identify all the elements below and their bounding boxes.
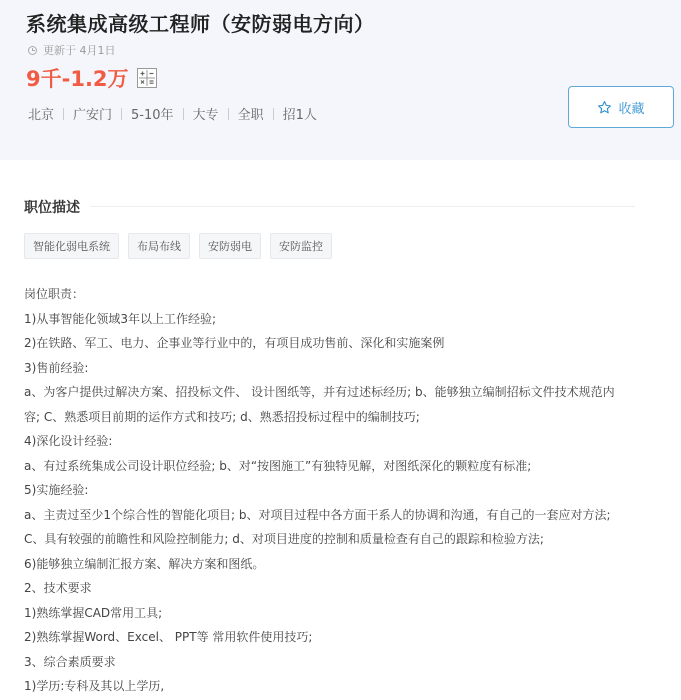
section-title: 职位描述 bbox=[24, 200, 80, 216]
skill-tag: 布局布线 bbox=[128, 233, 190, 259]
meta-job-type: 全职 bbox=[237, 108, 264, 123]
job-meta bbox=[28, 104, 317, 123]
description-line: 2)熟练掌握Word、Excel、 PPT等 常用软件使用技巧; bbox=[24, 630, 313, 644]
description-line: 1)从事智能化领域3年以上工作经验; bbox=[24, 311, 216, 326]
description-line: 1)学历:专科及其以上学历, bbox=[24, 679, 165, 693]
description-line: 3)售前经验: bbox=[24, 360, 89, 375]
job-title: 系统集成高级工程师（安防弱电方向） bbox=[26, 12, 375, 36]
meta-education: 大专 bbox=[192, 108, 219, 123]
skill-tag: 安防弱电 bbox=[199, 233, 261, 259]
description-line: a、主责过至少1个综合性的智能化项目; b、对项目过程中各方面干系人的协调和沟通，有自己的一套应对方法; bbox=[24, 507, 611, 522]
skill-tag: 智能化弱电系统 bbox=[24, 233, 119, 259]
calculator-icon[interactable] bbox=[137, 68, 157, 88]
job-description bbox=[24, 282, 644, 699]
description-line: 2)在铁路、军工、电力、企事业等行业中的，有项目成功售前、深化和实施案例 bbox=[24, 336, 445, 350]
meta-experience: 5-10年 bbox=[131, 108, 174, 123]
skill-tags bbox=[24, 233, 332, 259]
description-line: 容; C、熟悉项目前期的运作方式和技巧; d、熟悉招投标过程中的编制技巧; bbox=[24, 409, 420, 424]
description-line: a、为客户提供过解决方案、招投标文件、 设计图纸等，并有过述标经历; b、能够独立编制招标文件技术规范内 bbox=[24, 385, 615, 399]
meta-divider bbox=[273, 108, 274, 120]
description-line: 岗位职责： bbox=[24, 287, 85, 301]
job-header bbox=[0, 0, 681, 160]
skill-tag: 安防监控 bbox=[270, 233, 332, 259]
meta-divider bbox=[228, 108, 229, 120]
description-line: a、有过系统集成公司设计职位经验; b、对“按图施工”有独特见解，对图纸深化的颗粒度有标准; bbox=[24, 458, 532, 473]
description-line: 3、综合素质要求 bbox=[24, 654, 116, 669]
meta-divider bbox=[63, 108, 64, 120]
description-line: 1)熟练掌握CAD常用工具; bbox=[24, 605, 163, 620]
meta-divider bbox=[121, 108, 122, 120]
description-line: 2、技术要求 bbox=[24, 581, 92, 595]
salary-value: 9千-1.2万 bbox=[26, 67, 129, 91]
section-divider bbox=[90, 206, 635, 207]
salary bbox=[26, 63, 157, 93]
description-line: 4)深化设计经验: bbox=[24, 434, 113, 448]
clock-icon bbox=[28, 46, 37, 55]
collect-label: 收藏 bbox=[618, 101, 645, 117]
description-line: 6)能够独立编制汇报方案、解决方案和图纸。 bbox=[24, 556, 265, 571]
description-line: 5)实施经验: bbox=[24, 483, 89, 497]
star-icon bbox=[597, 100, 612, 115]
update-time: 更新于 4月1日 bbox=[43, 44, 116, 57]
collect-button[interactable] bbox=[568, 86, 674, 128]
meta-city: 北京 bbox=[28, 108, 55, 123]
meta-district: 广安门 bbox=[73, 108, 113, 123]
description-line: C、具有较强的前瞻性和风险控制能力; d、对项目进度的控制和质量检查有自己的跟踪和检验方法; bbox=[24, 532, 544, 546]
update-info bbox=[28, 42, 116, 58]
meta-divider bbox=[183, 108, 184, 120]
meta-headcount: 招1人 bbox=[282, 108, 317, 123]
